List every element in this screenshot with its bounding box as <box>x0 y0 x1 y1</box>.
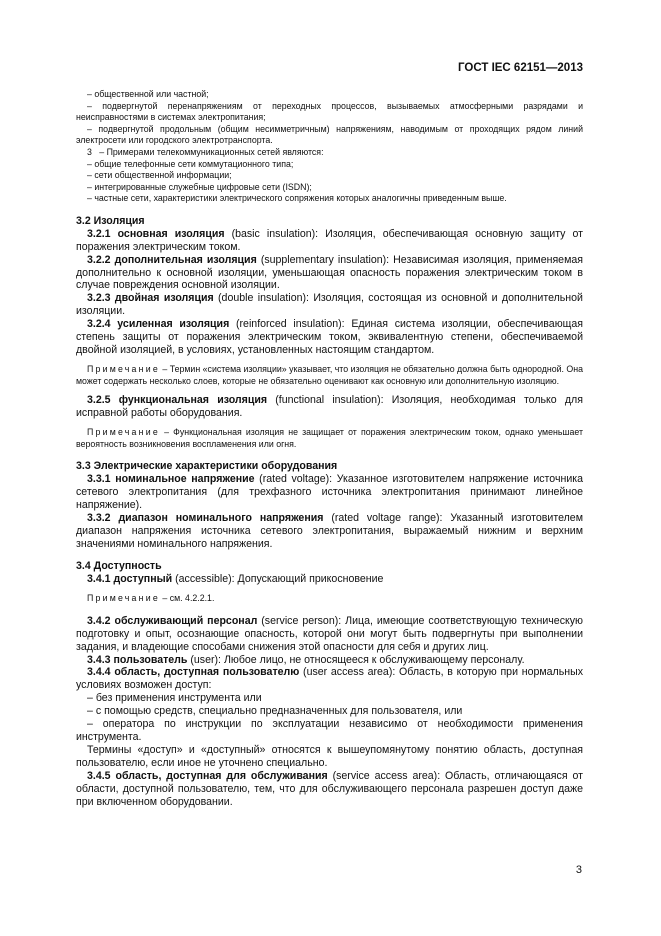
section-3-4 <box>76 560 583 586</box>
term-3-2-3: 3.2.3 двойная изоляция (double insulation): Изоляция, состоящая из основной и дополнительной изоляции. <box>76 292 583 318</box>
list-item: – подвергнутой продольным (общим несимметричным) напряжениям, наводимым от проходящих рядом линий электросети или городского электротранспорта. <box>76 123 583 146</box>
section-3-2 <box>76 215 583 357</box>
note-3 <box>76 147 583 159</box>
section-title: 3.4 Доступность <box>76 560 162 573</box>
term-3-4-5: 3.4.5 область, доступная для обслуживания (service access area): Область, отличающаяся от области, доступной пользователю, тем, что для обслуживающего персонала разрешен доступ даже при включенном оборудовании. <box>76 769 583 808</box>
term-name: область, доступная пользователю <box>114 666 300 679</box>
term-name: номинальное напряжение <box>115 473 255 485</box>
note-3-label: 3 <box>87 146 92 157</box>
term-3-2-2: 3.2.2 дополнительная изоляция (supplementary insulation): Независимая изоляция, применяемая дополнительно к основной изоляции, уменьшающая опасность поражения электрическим током в случае повреждения основной изоляции. <box>76 253 583 292</box>
term-name: функциональная изоляция <box>118 394 268 407</box>
list-item: – частные сети, характеристики электрического сопряжения которых аналогичны приведенным выше. <box>87 193 507 204</box>
page-content <box>76 89 583 808</box>
list-item: – подвергнутой перенапряжениям от переходных процессов, вызываемых атмосферными разрядами и неисправностями в системах электропитания; <box>76 100 583 123</box>
term-3-3-2: 3.3.2 диапазон номинального напряжения (rated voltage range): Указанный изготовителем диапазон напряжения источника сетевого электропитания, выражаемый нижним и верхним значениями номинального напряжения. <box>76 511 583 550</box>
note: Примечание – Функциональная изоляция не защищает от поражения электрическим током, однако уменьшает вероятность возникновения воспламенения или огня. <box>76 426 583 449</box>
page-number: 3 <box>575 864 582 876</box>
list-item: – общие телефонные сети коммутационного типа; <box>87 158 294 169</box>
list-item: – без применения инструмента или <box>87 692 262 705</box>
section-title: 3.3 Электрические характеристики оборудования <box>76 460 338 473</box>
note-3-text: – Примерами телекоммуникационных сетей являются: <box>99 146 324 157</box>
section-title: 3.2 Изоляция <box>76 214 145 227</box>
list-item: – оператора по инструкции по эксплуатации независимо от необходимости применения инструмента. <box>76 718 583 743</box>
term-3-4-1: 3.4.1 доступный (accessible): Допускающий прикосновение <box>87 573 384 586</box>
section-3-4-cont <box>76 615 583 809</box>
term-name: обслуживающий персонал <box>114 614 258 627</box>
term-3-2-4: 3.2.4 усиленная изоляция (reinforced insulation): Единая система изоляции, обеспечивающая степень защиты от поражения электрическим током, эквивалентную степени, обеспечиваемой двойной изоляцией, в условиях, установленных настоящим стандартом. <box>76 318 583 356</box>
note: Примечание – Термин «система изоляции» указывает, что изоляция не обязательно должна быть однородной. Она может содержать несколько слоев, которые не обязательно оценивают как основную или дополнительную изоляцию. <box>76 363 583 386</box>
term-3-4-3: 3.4.3 пользователь (user): Любое лицо, не относящееся к обслуживающему персоналу. <box>87 653 525 666</box>
term-name: доступный <box>113 573 173 586</box>
top-list <box>76 89 583 205</box>
list-item: – сети общественной информации; <box>87 170 232 181</box>
term-3-2-1: 3.2.1 основная изоляция (basic insulation): Изоляция, обеспечивающая основную защиту от поражения электрическим током. <box>76 227 583 253</box>
section-3-3 <box>76 460 583 550</box>
list-item: – интегрированные служебные цифровые сети (ISDN); <box>87 181 312 192</box>
note: Примечание – см. 4.2.2.1. <box>87 593 215 604</box>
term-name: основная изоляция <box>117 227 225 240</box>
term-3-4-4: 3.4.4 область, доступная пользователю (user access area): Область, в которую при нормальных условиях возможен доступ: <box>76 666 583 692</box>
term-name: дополнительная изоляция <box>114 253 257 266</box>
paragraph: Термины «доступ» и «доступный» относятся к вышеупомянутому понятию область, доступная пользователю, если иное не уточнено специально. <box>76 743 583 769</box>
term-name: двойная изоляция <box>114 292 214 305</box>
term-name: усиленная изоляция <box>117 318 230 331</box>
term-name: пользователь <box>113 653 188 666</box>
term-3-2-5: 3.2.5 функциональная изоляция (functional insulation): Изоляция, необходимая только для исправной работы оборудования. <box>76 394 583 419</box>
term-3-4-2: 3.4.2 обслуживающий персонал (service person): Лица, имеющие соответствующую техническую подготовку и опыт, осознающие опасность, которой они могут быть подвергнуты при выполнении задания, и владеющие способами снижения этой опасности для себя и других лиц. <box>76 614 583 653</box>
term-3-3-1: 3.3.1 номинальное напряжение (rated voltage): Указанное изготовителем напряжение источника сетевого электропитания (для трехфазного источника электропитания принимают линейное напряжение). <box>76 473 583 511</box>
list-item: – с помощью средств, специально предназначенных для пользователя, или <box>87 705 463 718</box>
term-name: диапазон номинального напряжения <box>118 511 324 524</box>
list-item: – общественной или частной; <box>87 89 209 99</box>
term-name: область, доступная для обслуживания <box>115 769 328 782</box>
document-code: ГОСТ IEC 62151—2013 <box>458 62 583 74</box>
